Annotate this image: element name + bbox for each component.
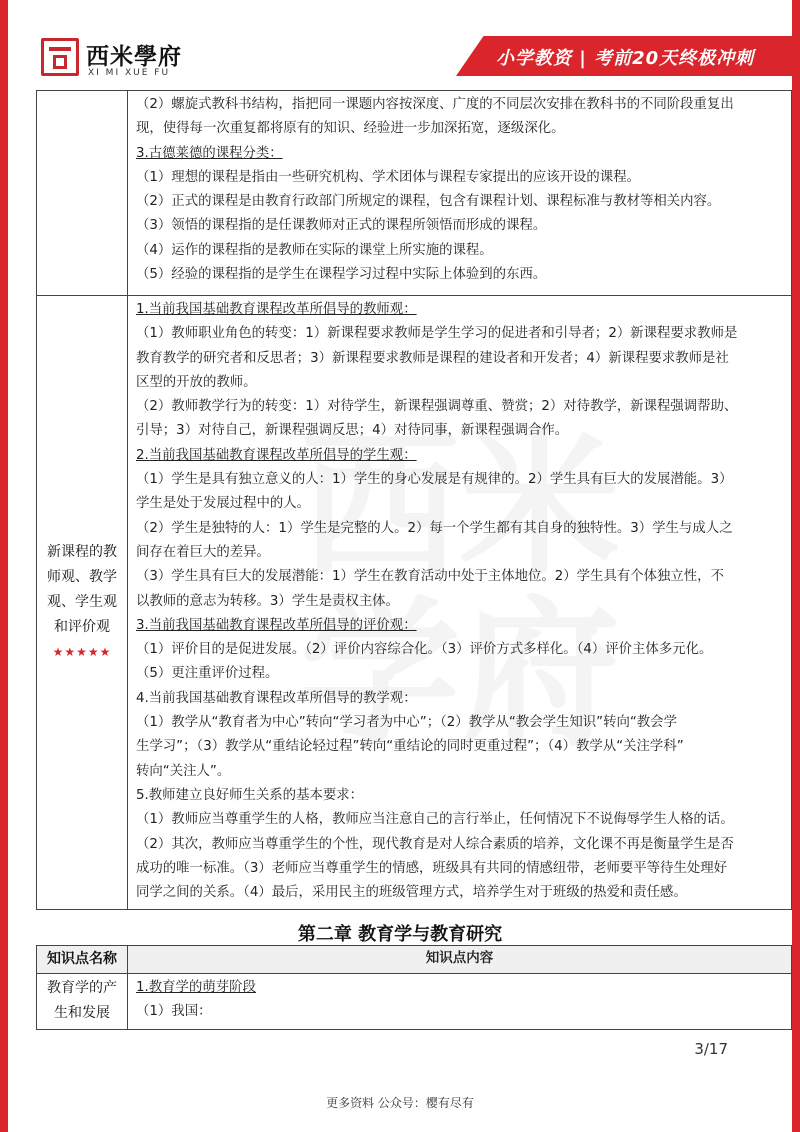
content-heading: 1.当前我国基础教育课程改革所倡导的教师观： xyxy=(136,302,417,317)
page-header xyxy=(0,0,800,88)
page-number: 3/17 xyxy=(694,1040,728,1058)
content-line: 成功的唯一标准。（3）老师应当尊重学生的情感，班级具有共同的情感纽带，老师要平等待生处理好 xyxy=(136,860,728,876)
content-line: （1）教学从“教育者为中心”转向“学习者为中心”；（2）教学从“教会学生知识”转向“教会学 xyxy=(136,715,677,731)
content-heading: 2.当前我国基础教育课程改革所倡导的学生观： xyxy=(136,447,417,463)
content-line: （3）学生具有巨大的发展潜能：1）学生在教育活动中处于主体地位。2）学生具有个体独立性，不 xyxy=(136,569,724,585)
table-row xyxy=(37,91,792,296)
row-label-line: 观、学生观 xyxy=(47,594,117,611)
content-line: 区型的开放的教师。 xyxy=(136,374,257,390)
logo-subtext: XI MI XUE FU xyxy=(88,68,171,78)
column-header-content: 知识点内容 xyxy=(128,946,792,974)
content-line: 以教师的意志为转移。3）学生是责权主体。 xyxy=(136,593,399,609)
content-line: （1）学生是具有独立意义的人：1）学生的身心发展是有规律的。2）学生具有巨大的发展潜能。3） xyxy=(136,472,733,488)
table-row xyxy=(37,974,792,1030)
content-line: （4）运作的课程指的是教师在实际的课堂上所实施的课程。 xyxy=(136,242,493,258)
star-rating-icon: ★★★★★ xyxy=(52,645,112,660)
content-line: （2）学生是独特的人：1）学生是完整的人。2）每一个学生都有其自身的独特性。3）学生与成人之 xyxy=(136,520,733,536)
knowledge-table-continued xyxy=(36,90,792,910)
row-label-line: 新课程的教 xyxy=(47,544,117,561)
row-content xyxy=(128,974,792,1030)
content-line: 间存在着巨大的差异。 xyxy=(136,544,270,560)
chapter-title: 第二章 教育学与教育研究 xyxy=(297,924,503,945)
content-line: （1）评价目的是促进发展。（2）评价内容综合化。（3）评价方式多样化。（4）评价主体多元化。 xyxy=(136,642,713,658)
content-heading: 3.当前我国基础教育课程改革所倡导的评价观： xyxy=(136,617,417,633)
content-line: 教育教学的研究者和反思者；3）新课程要求教师是课程的建设者和开发者；4）新课程要求教师是社 xyxy=(136,350,729,366)
content-line: 转向“关注人”。 xyxy=(136,763,231,779)
row-label-line: 生和发展 xyxy=(54,1005,110,1022)
content-line: （1）教师应当尊重学生的人格，教师应当注意自己的言行举止，任何情况下不说侮辱学生人格的话。 xyxy=(136,812,734,828)
content-line: （1）我国： xyxy=(136,1004,212,1020)
column-header-name: 知识点名称 xyxy=(37,946,128,974)
table-header-row xyxy=(37,946,792,974)
content-line: （2）正式的课程是由教育行政部门所规定的课程，包含有课程计划、课程标准与教材等相关内容。 xyxy=(136,194,721,210)
content-heading: 4.当前我国基础教育课程改革所倡导的教学观： xyxy=(136,690,417,706)
table-row xyxy=(37,296,792,910)
content-line: （2）螺旋式教科书结构，指把同一课题内容按深度、广度的不同层次安排在教科书的不同阶段重复出 xyxy=(136,97,734,112)
row-label-line: 教育学的产 xyxy=(47,980,117,997)
content-heading: 3.古德莱德的课程分类： xyxy=(136,145,283,161)
header-banner-text: 小学教资 | 考前20天终极冲刺 xyxy=(496,48,755,69)
content-line: 引导；3）对待自己，新课程强调反思；4）对待同事，新课程强调合作。 xyxy=(136,423,569,439)
row-label xyxy=(37,296,128,910)
content-heading: 5.教师建立良好师生关系的基本要求： xyxy=(136,787,364,803)
logo-text: 西米學府 xyxy=(86,43,182,70)
content-line: （5）经验的课程指的是学生在课程学习过程中实际上体验到的东西。 xyxy=(136,267,547,283)
content-line: 学生是处于发展过程中的人。 xyxy=(136,496,311,512)
content-heading: 1.教育学的萌芽阶段 xyxy=(136,980,256,995)
page-footer: 更多资料 公众号：樱有尽有 xyxy=(326,1096,474,1110)
content-line: （1）理想的课程是指由一些研究机构、学术团体与课程专家提出的应该开设的课程。 xyxy=(136,169,640,185)
content-line: （5）更注重评价过程。 xyxy=(136,666,279,682)
logo-icon xyxy=(41,38,79,76)
knowledge-table xyxy=(36,945,792,1030)
row-label-line: 和评价观 xyxy=(54,619,110,636)
content-line: （2）其次，教师应当尊重学生的个性，现代教育是对人综合素质的培养，文化课不再是衡量学生是否 xyxy=(136,836,734,852)
content-line: 同学之间的关系。（4）最后，采用民主的班级管理方式，培养学生对于班级的热爱和责任感。 xyxy=(136,885,687,901)
row-content xyxy=(128,296,792,910)
content-line: （2）教师教学行为的转变：1）对待学生，新课程强调尊重、赞赏；2）对待教学，新课程强调帮助、 xyxy=(136,399,738,415)
row-label xyxy=(37,974,128,1030)
row-label-empty xyxy=(37,91,128,296)
content-line: （3）领悟的课程指的是任课教师对正式的课程所领悟而形成的课程。 xyxy=(136,218,547,234)
content-line: 现，使得每一次重复都将原有的知识、经验进一步加深拓宽，逐级深化。 xyxy=(136,121,565,137)
row-label-line: 师观、教学 xyxy=(47,569,117,586)
content-line: （1）教师职业角色的转变：1）新课程要求教师是学生学习的促进者和引导者；2）新课程要求教师是 xyxy=(136,326,738,342)
row-content xyxy=(128,91,792,296)
content-line: 生学习”；（3）教学从“重结论轻过程”转向“重结论的同时更重过程”；（4）教学从“关注学科” xyxy=(136,739,684,755)
